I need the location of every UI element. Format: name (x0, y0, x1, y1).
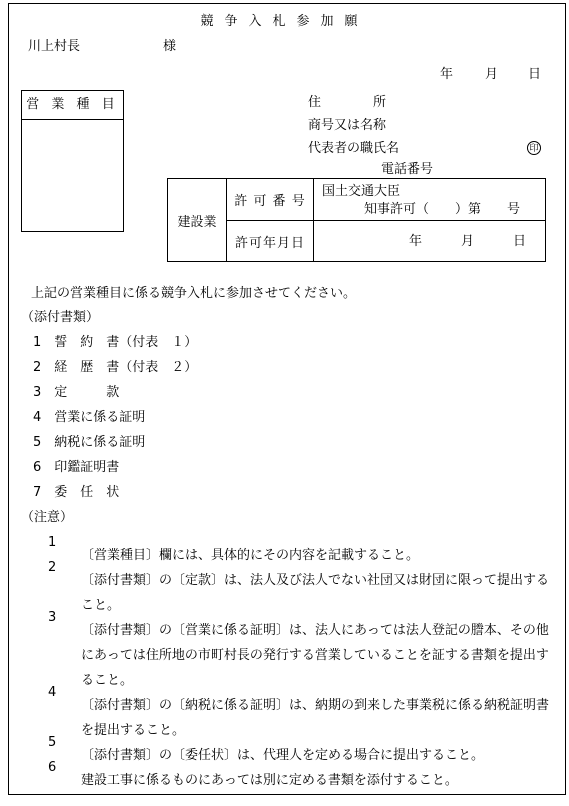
attachment-item: 3 定 款 (33, 385, 120, 400)
notes-heading: （注意） (21, 510, 74, 525)
honorific: 様 (163, 39, 177, 54)
license-minister: 国土交通大臣 (322, 183, 401, 199)
note-number: 5 (48, 735, 57, 750)
attachment-item: 7 委 任 状 (33, 485, 120, 500)
attachment-item: 2 経 歴 書（付表 ２） (33, 360, 198, 375)
seal-mark: 印 (527, 141, 541, 155)
license-kind: 建設業 (168, 179, 227, 262)
note-text: 〔添付書類〕の〔納税に係る証明〕は、納期の到来した事業税に係る納税証明書を提出すること。 (81, 698, 550, 738)
intro-text: 上記の営業種目に係る競争入札に参加させてください。 (31, 286, 357, 301)
business-kind-box (21, 90, 124, 232)
business-kind-header: 営 業 種 目 (22, 91, 123, 120)
attachment-item: 4 営業に係る証明 (33, 410, 146, 425)
note-text: 〔添付書類〕の〔定款〕は、法人及び法人でない社団又は財団に限って提出すること。 (81, 573, 550, 613)
attachment-item: 6 印鑑証明書 (33, 460, 120, 475)
date-month: 月 (485, 67, 499, 82)
note-number: 3 (48, 610, 57, 625)
note-number: 1 (48, 535, 57, 550)
note-item (48, 755, 556, 806)
date-year: 年 (440, 67, 454, 82)
note-number: 2 (48, 560, 57, 575)
addressee: 川上村長 (28, 39, 81, 54)
company-label: 商号又は名称 (308, 118, 387, 133)
date-day: 日 (528, 67, 542, 82)
note-text: 〔添付書類〕の〔営業に係る証明〕は、法人にあっては法人登記の謄本、その他にあっては住所地の市町村長の発行する営業していることを証する書類を提出すること。 (81, 623, 549, 688)
phone-label: 電話番号 (381, 162, 434, 177)
note-number: 6 (48, 760, 57, 775)
license-date-cell (314, 221, 546, 262)
license-table (167, 178, 546, 262)
license-number-cell (314, 179, 546, 221)
note-text: 建設工事に係るものにあっては別に定める書類を添付すること。 (81, 773, 458, 788)
license-date-label: 許可年月日 (227, 221, 314, 262)
attachment-item: 1 誓 約 書（付表 １） (33, 335, 198, 350)
license-governor-line: 知事許可（ ）第 号 (364, 201, 521, 217)
document-title: 競争入札参加願 (200, 14, 369, 29)
representative-label: 代表者の職氏名 (308, 141, 400, 156)
address-label: 住 所 (308, 95, 387, 110)
note-text: 〔添付書類〕の〔委任状〕は、代理人を定める場合に提出すること。 (81, 748, 485, 763)
license-number-label: 許 可 番 号 (227, 179, 314, 221)
attachment-item: 5 納税に係る証明 (33, 435, 146, 450)
note-number: 4 (48, 685, 57, 700)
note-text: 〔営業種目〕欄には、具体的にその内容を記載すること。 (81, 548, 420, 563)
license-date-value: 年 月 日 (409, 233, 527, 249)
attachments-heading: （添付書類） (21, 310, 100, 325)
